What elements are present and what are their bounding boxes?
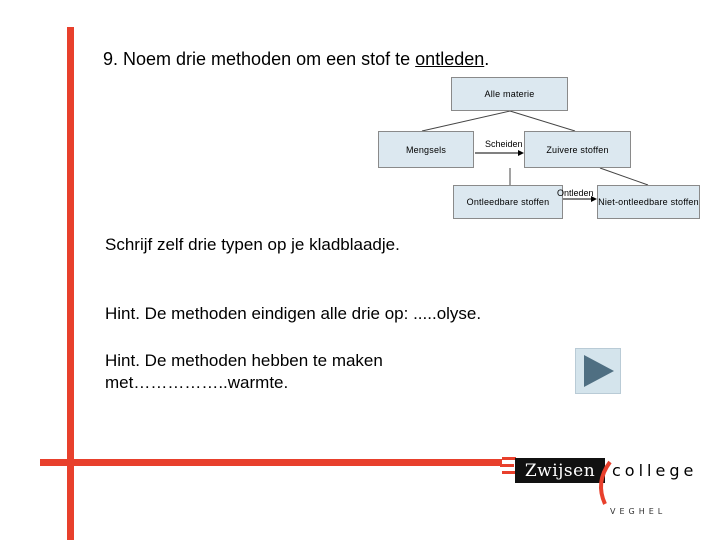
logo-college: college xyxy=(612,461,698,480)
node-niet-ontleedbare-stoffen: Niet-ontleedbare stoffen xyxy=(597,185,700,219)
svg-text:VEGHEL xyxy=(610,507,666,516)
hint-olyse: Hint. De methoden eindigen alle drie op: .....olyse. xyxy=(105,304,482,323)
node-mengsels: Mengsels xyxy=(378,131,474,168)
school-logo xyxy=(500,452,700,522)
hint-warmte-line2: met……………..warmte. xyxy=(105,373,289,392)
connector-root-mengsels xyxy=(422,111,510,131)
edge-label-scheiden: Scheiden xyxy=(485,139,523,149)
logo-zwijsen: Zwijsen xyxy=(515,458,605,483)
connector-root-zuivere xyxy=(510,111,575,131)
hint-warmte-line1: Hint. De methoden hebben te maken xyxy=(105,351,383,370)
next-slide-button[interactable] xyxy=(575,348,621,394)
node-zuivere-stoffen: Zuivere stoffen xyxy=(524,131,631,168)
accent-bar-horizontal xyxy=(40,459,502,466)
node-alle-materie: Alle materie xyxy=(451,77,568,111)
play-triangle-icon xyxy=(576,349,620,393)
connector-zuivere-nietontleedbaar xyxy=(600,168,648,185)
title-underlined-word: ontleden xyxy=(415,49,485,69)
node-ontleedbare-stoffen: Ontleedbare stoffen xyxy=(453,185,563,219)
edge-label-ontleden: Ontleden xyxy=(557,188,594,198)
slide-title: 9. Noem drie methoden om een stof te ontleden. xyxy=(103,49,490,69)
logo-arc xyxy=(590,452,700,522)
logo-arc-text: VEGHEL xyxy=(610,507,667,516)
instruction-text: Schrijf zelf drie typen op je kladblaadje. xyxy=(105,235,400,254)
